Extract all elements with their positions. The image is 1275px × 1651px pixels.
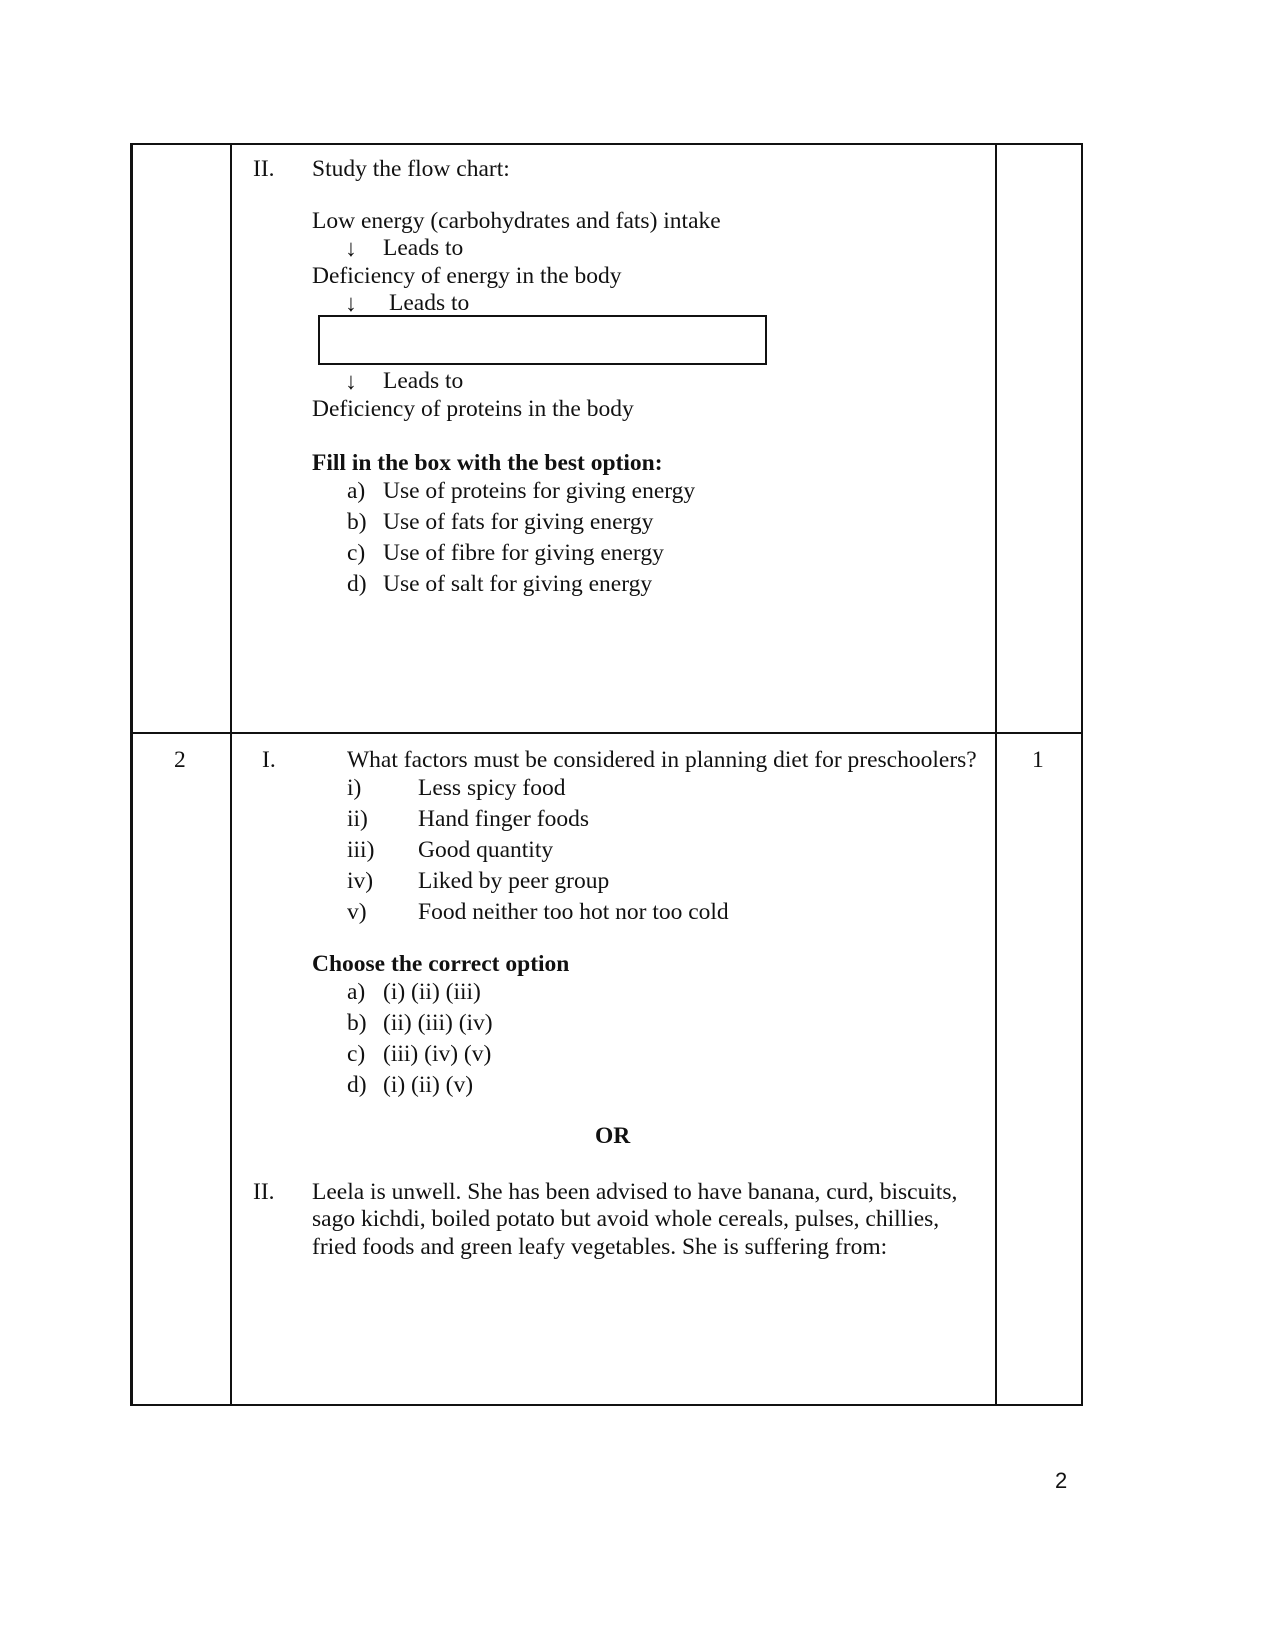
column-divider-1 bbox=[230, 143, 232, 1406]
flow-step-4: Deficiency of proteins in the body bbox=[312, 396, 634, 422]
factor-text: Liked by peer group bbox=[418, 868, 610, 894]
factor-label: i) bbox=[347, 775, 362, 801]
table-bottom-border bbox=[131, 1404, 1083, 1406]
option-text: Use of fibre for giving energy bbox=[383, 540, 664, 566]
part2-line: sago kichdi, boiled potato but avoid whole cereals, pulses, chillies, bbox=[312, 1206, 940, 1232]
marks: 1 bbox=[1032, 747, 1044, 773]
option-label: a) bbox=[347, 979, 366, 1005]
option-label: a) bbox=[347, 478, 366, 504]
option-label: b) bbox=[347, 509, 367, 535]
question-number: 2 bbox=[174, 747, 186, 773]
leads-to-label: Leads to bbox=[383, 235, 464, 261]
factor-label: ii) bbox=[347, 806, 368, 832]
part1-instruction: Choose the correct option bbox=[312, 951, 570, 977]
option-text: Use of salt for giving energy bbox=[383, 571, 653, 597]
factor-text: Hand finger foods bbox=[418, 806, 589, 832]
factor-text: Good quantity bbox=[418, 837, 554, 863]
row1-instruction: Fill in the box with the best option: bbox=[312, 450, 663, 476]
leads-to-label: Leads to bbox=[389, 290, 470, 316]
table-left-border bbox=[130, 143, 133, 1406]
table-row-divider bbox=[131, 732, 1083, 734]
factor-text: Food neither too hot nor too cold bbox=[418, 899, 729, 925]
row1-part-label: II. bbox=[253, 156, 275, 182]
option-label: c) bbox=[347, 1041, 366, 1067]
option-text: (i) (ii) (iii) bbox=[383, 979, 481, 1005]
factor-label: v) bbox=[347, 899, 367, 925]
part2-line: Leela is unwell. She has been advised to have banana, curd, biscuits, bbox=[312, 1179, 958, 1205]
option-label: d) bbox=[347, 571, 367, 597]
flowchart-prompt: Study the flow chart: bbox=[312, 156, 510, 182]
down-arrow-icon: ↓ bbox=[345, 236, 357, 262]
option-text: Use of proteins for giving energy bbox=[383, 478, 696, 504]
part1-question: What factors must be considered in planning diet for preschoolers? bbox=[347, 747, 977, 773]
factor-text: Less spicy food bbox=[418, 775, 566, 801]
option-label: c) bbox=[347, 540, 366, 566]
option-label: d) bbox=[347, 1072, 367, 1098]
table-right-border bbox=[1081, 143, 1083, 1406]
flow-step-2: Deficiency of energy in the body bbox=[312, 263, 622, 289]
part2-line: fried foods and green leafy vegetables. She is suffering from: bbox=[312, 1234, 888, 1260]
column-divider-2 bbox=[995, 143, 997, 1406]
or-separator: OR bbox=[595, 1123, 631, 1149]
option-text: (iii) (iv) (v) bbox=[383, 1041, 492, 1067]
down-arrow-icon: ↓ bbox=[345, 291, 357, 317]
leads-to-label: Leads to bbox=[383, 368, 464, 394]
option-text: Use of fats for giving energy bbox=[383, 509, 654, 535]
part1-label: I. bbox=[262, 747, 276, 773]
down-arrow-icon: ↓ bbox=[345, 369, 357, 395]
option-label: b) bbox=[347, 1010, 367, 1036]
option-text: (ii) (iii) (iv) bbox=[383, 1010, 493, 1036]
flow-step-1: Low energy (carbohydrates and fats) intake bbox=[312, 208, 721, 234]
factor-label: iv) bbox=[347, 868, 374, 894]
part2-label: II. bbox=[253, 1179, 275, 1205]
factor-label: iii) bbox=[347, 837, 375, 863]
option-text: (i) (ii) (v) bbox=[383, 1072, 474, 1098]
table-top-border bbox=[131, 143, 1083, 145]
page-number: 2 bbox=[1055, 1468, 1068, 1493]
flowchart-blank-box[interactable] bbox=[318, 315, 767, 365]
